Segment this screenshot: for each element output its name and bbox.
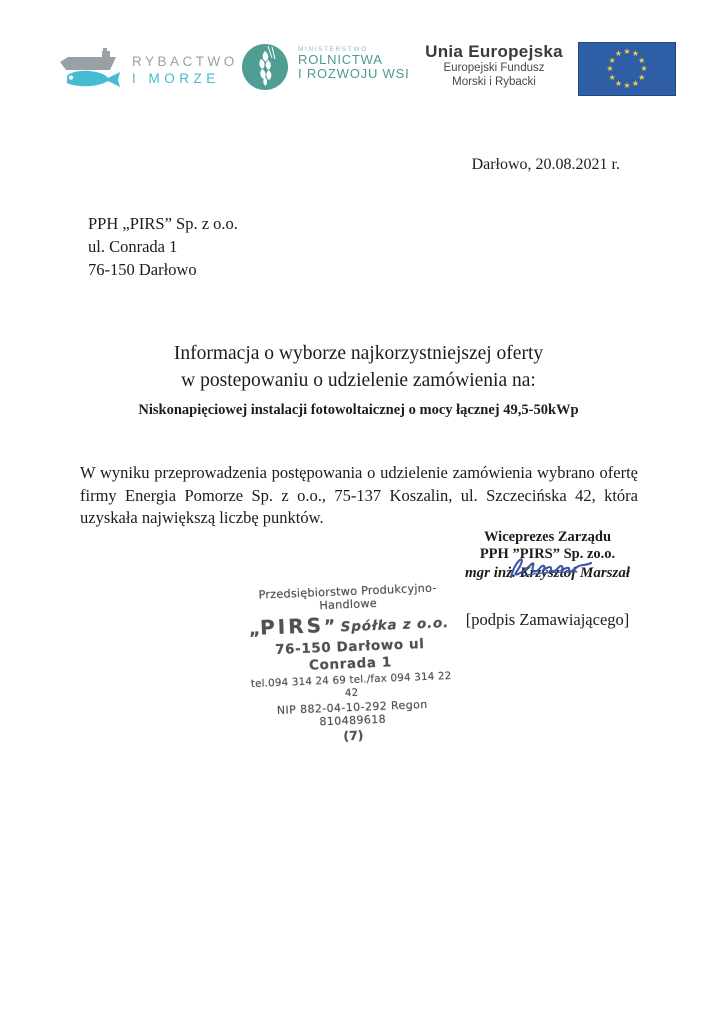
eu-star-icon: ★ [608, 55, 616, 65]
recipient-city: 76-150 Darłowo [88, 260, 197, 279]
eu-star-icon: ★ [608, 72, 616, 82]
signature-block [445, 529, 650, 630]
eu-flag-icon [578, 42, 676, 96]
stamp-company-name: PIRS [259, 613, 325, 640]
eu-star-icon: ★ [631, 78, 640, 88]
rybactwo-label-line1: RYBACTWO [132, 54, 238, 69]
boat-fish-icon [58, 48, 124, 88]
signature-name: mgr inż. Krzysztof Marszał [464, 565, 631, 581]
stamp-ids: NIP 882-04-10-292 Regon 810489618 [276, 697, 428, 729]
wheat-icon [241, 43, 289, 91]
eu-title: Unia Europejska [425, 42, 563, 61]
stamp-company-suffix: Spółka z o.o. [334, 615, 450, 636]
ministry-logo [241, 43, 410, 91]
letter-title-line2: w postepowaniu o udzielenie zamówienia na: [181, 370, 536, 391]
date-line: Darłowo, 20.08.2021 r. [471, 156, 620, 173]
letter-title-line1: Informacja o wyborze najkorzystniejszej oferty [173, 343, 544, 364]
handwritten-signature-icon [503, 551, 603, 585]
stamp-company-type: Przedsiębiorstwo Produkcyjno-Handlowe [258, 581, 437, 613]
rybactwo-morze-logo [58, 48, 238, 88]
eu-star-icon: ★ [638, 72, 646, 82]
ministry-label-line2: I ROZWOJU WSI [298, 66, 410, 81]
eu-star-icon: ★ [614, 78, 623, 88]
recipient-street: ul. Conrada 1 [88, 237, 178, 256]
eu-star-icon: ★ [640, 64, 648, 73]
rybactwo-label-line2: I MORZE [132, 71, 220, 86]
eu-logo [418, 42, 676, 96]
eu-star-icon: ★ [631, 49, 640, 59]
signature-role: Wiceprezes Zarządu [483, 529, 612, 545]
letter-subject: Niskonapięciowej instalacji fotowoltaicznej o mocy łącznej 49,5-50kWp [138, 402, 579, 418]
stamp-address: 76-150 Darłowo ul Conrada 1 [274, 636, 425, 674]
stamp-phone: tel.094 314 24 69 tel./fax 094 314 22 42 [250, 669, 452, 700]
stamp-quote-close: ” [323, 616, 336, 638]
ministry-label-line1: ROLNICTWA [298, 52, 383, 67]
ministry-small-label: MINISTERSTWO [298, 46, 368, 53]
eu-star-icon: ★ [606, 64, 614, 73]
stamp-number: (7) [343, 727, 364, 744]
eu-star-icon: ★ [623, 47, 631, 56]
signature-company: PPH ”PIRS” Sp. zo.o. [479, 546, 616, 562]
body-paragraph: W wyniku przeprowadzenia postępowania o udzielenie zamówienia wybrano ofertę firmy Energia Pomorze Sp. z o.o., 75-137 Koszalin, ul. Szczecińska 42, która uzyskała największą liczbę punktów. [80, 463, 638, 527]
eu-subtitle-line1: Europejski Fundusz [443, 62, 545, 74]
eu-star-icon: ★ [614, 49, 623, 59]
eu-star-icon: ★ [638, 55, 646, 65]
eu-star-icon: ★ [623, 81, 631, 90]
signature-note: [podpis Zamawiającego] [465, 610, 630, 629]
recipient-company: PPH „PIRS” Sp. z o.o. [88, 214, 238, 233]
company-stamp [240, 581, 461, 748]
recipient-block [88, 212, 238, 281]
eu-subtitle-line2: Morski i Rybacki [452, 75, 536, 88]
stamp-quote-open: „ [248, 619, 261, 641]
letter-title [0, 340, 717, 394]
